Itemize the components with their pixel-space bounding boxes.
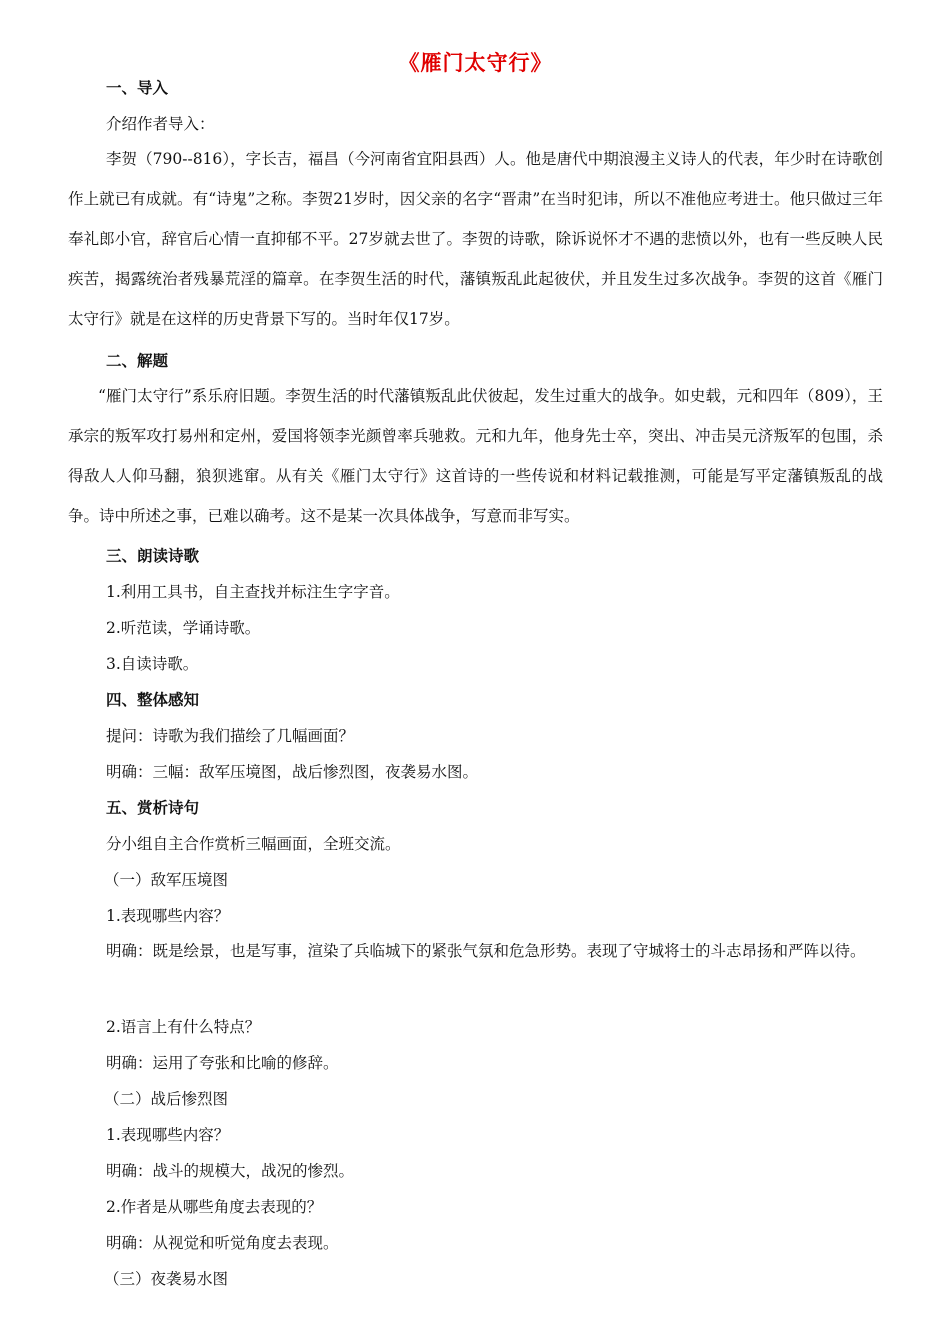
- appreciation-intro: 分小组自主合作赏析三幅画面，全班交流。: [106, 835, 401, 853]
- answer-text: 明确：从视觉和听觉角度去表现。: [106, 1234, 339, 1252]
- intro-lead: 介绍作者导入：: [106, 115, 215, 133]
- question-text: 2.作者是从哪些角度去表现的？: [106, 1198, 323, 1216]
- answer-text: 明确：运用了夸张和比喻的修辞。: [106, 1054, 339, 1072]
- list-item: 2.听范读，学诵诗歌。: [106, 619, 261, 637]
- section-heading-reading: 三、朗读诗歌: [106, 547, 200, 565]
- page-title: 《雁门太守行》: [398, 51, 553, 75]
- section-heading-appreciation: 五、赏析诗句: [106, 799, 200, 817]
- list-item: 3.自读诗歌。: [106, 655, 199, 673]
- answer-text: 明确：既是绘景，也是写事，渲染了兵临城下的紧张气氛和危急形势。表现了守城将士的斗志昂扬和严阵以待。: [106, 942, 866, 960]
- title-explanation-paragraph: “雁门太守行”系乐府旧题。李贺生活的时代藩镇叛乱此伏彼起，发生过重大的战争。如史载，元和四年（809），王承宗的叛军攻打易州和定州，爱国将领李光颜曾率兵驰救。元和九年，他身先士卒，突出、冲击吴元济叛军的包围，杀得敌人人仰马翻，狼狈逃窜。从有关《雁门太守行》这首诗的一些传说和材料记载推测，可能是写平定藩镇叛乱的战争。诗中所述之事，已难以确考。这不是某一次具体战争，写意而非写实。: [68, 387, 883, 525]
- subsection-label: （三）夜袭易水图: [104, 1270, 229, 1288]
- question-text: 1.表现哪些内容？: [106, 1126, 230, 1144]
- section-heading-overall: 四、整体感知: [106, 691, 200, 709]
- subsection-label: （二）战后惨烈图: [104, 1090, 229, 1108]
- section-heading-intro: 一、导入: [106, 79, 169, 97]
- question-text: 2.语言上有什么特点？: [106, 1018, 261, 1036]
- question-text: 提问：诗歌为我们描绘了几幅画面？: [106, 727, 355, 745]
- answer-text: 明确：三幅：敌军压境图，战后惨烈图，夜袭易水图。: [106, 763, 479, 781]
- list-item: 1.利用工具书，自主查找并标注生字字音。: [106, 583, 400, 601]
- author-paragraph: 李贺（790--816），字长吉，福昌（今河南省宜阳县西）人。他是唐代中期浪漫主义诗人的代表，年少时在诗歌创作上就已有成就。有“诗鬼”之称。李贺21岁时，因父亲的名字“晋肃”在当时犯讳，所以不准他应考进士。他只做过三年奉礼郎小官，辞官后心情一直抑郁不平。27岁就去世了。李贺的诗歌，除诉说怀才不遇的悲愤以外，也有一些反映人民疾苦，揭露统治者残暴荒淫的篇章。在李贺生活的时代，藩镇叛乱此起彼伏，并且发生过多次战争。李贺的这首《雁门太守行》就是在这样的历史背景下写的。当时年仅17岁。: [68, 150, 883, 328]
- section-heading-title-explanation: 二、解题: [106, 352, 169, 370]
- question-text: 1.表现哪些内容？: [106, 907, 230, 925]
- answer-text: 明确：战斗的规模大，战况的惨烈。: [106, 1162, 355, 1180]
- subsection-label: （一）敌军压境图: [104, 871, 229, 889]
